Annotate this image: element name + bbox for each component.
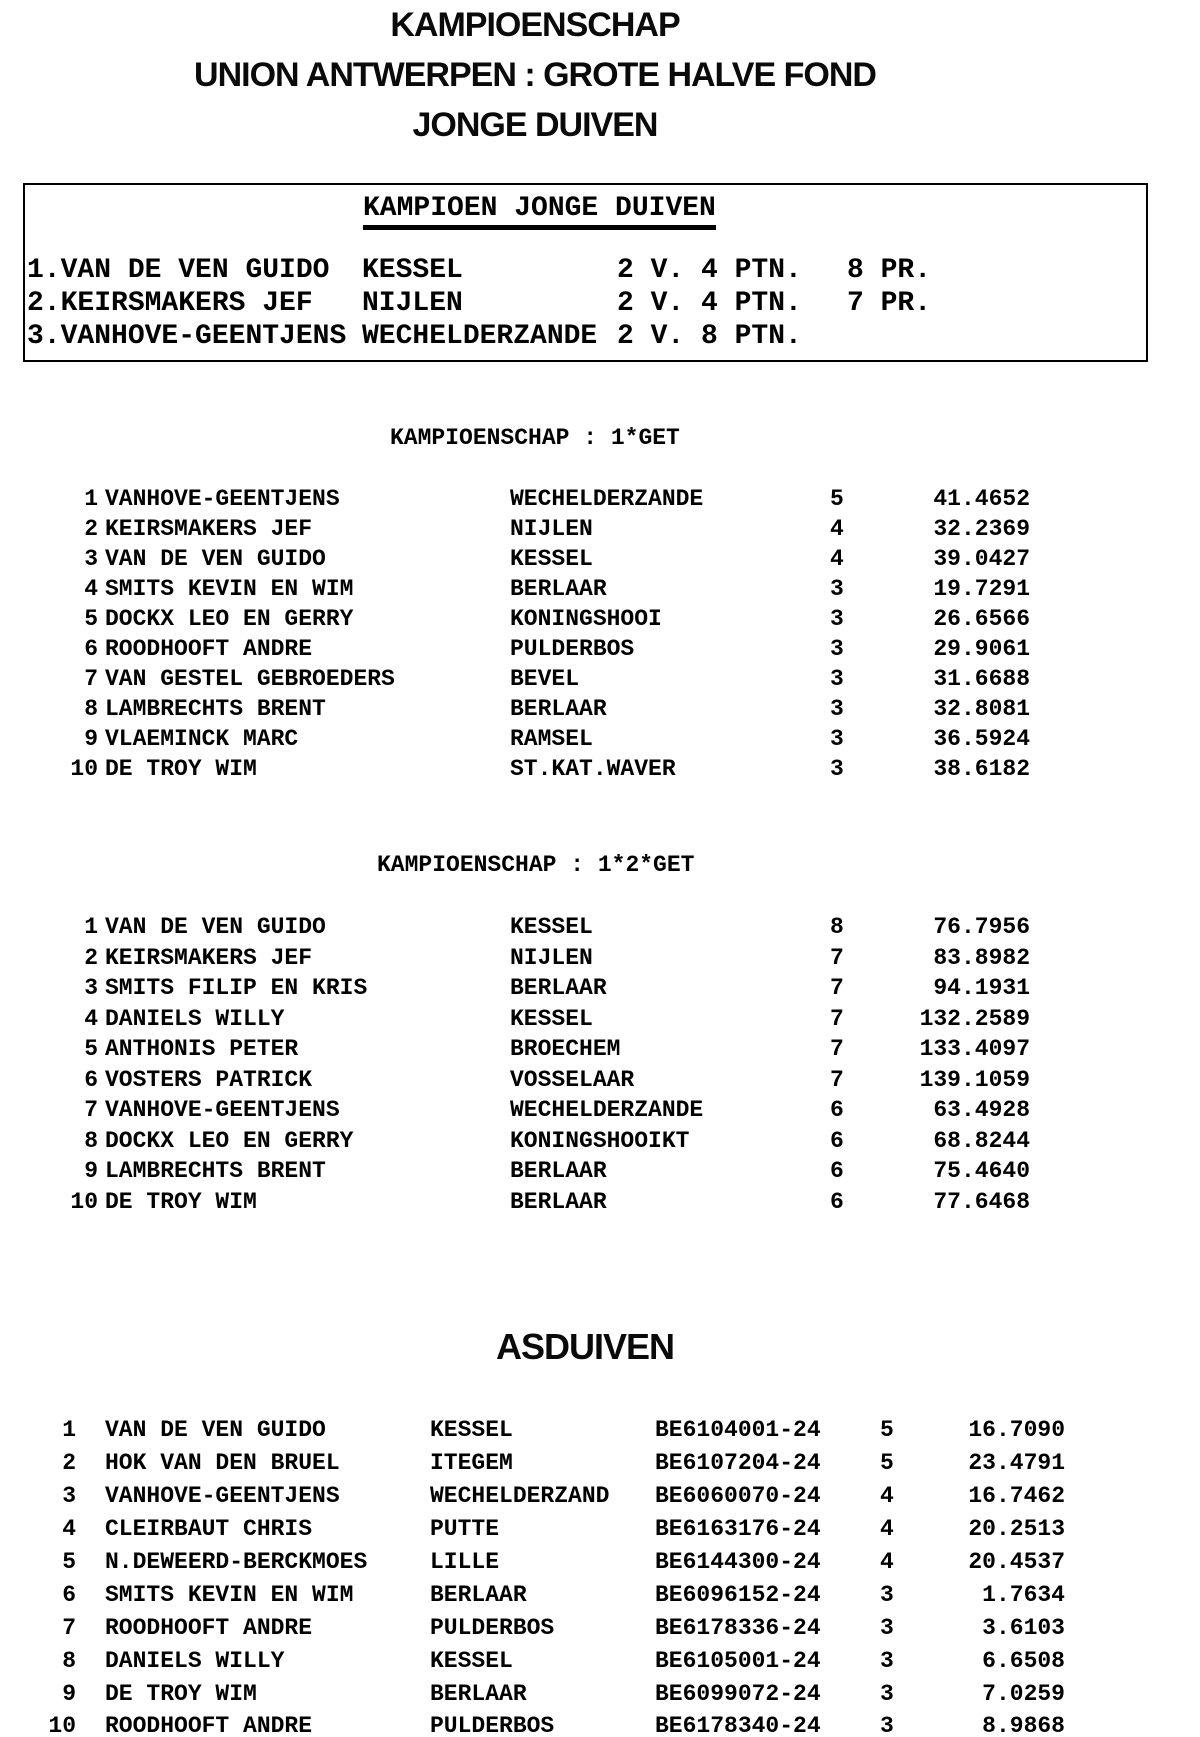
- name-cell: VAN GESTEL GEBROEDERS: [105, 666, 395, 692]
- ring-number-cell: BE6096152-24: [655, 1582, 821, 1608]
- name-cell: LAMBRECHTS BRENT: [105, 1158, 326, 1184]
- place-cell: BERLAAR: [510, 576, 607, 602]
- count-cell: 3: [880, 1615, 894, 1641]
- table-row: [40, 487, 1030, 512]
- count-cell: 5: [880, 1450, 894, 1476]
- table-row: [40, 547, 1030, 572]
- points-cell: 83.8982: [933, 945, 1030, 971]
- rank-cell: 1: [84, 914, 98, 940]
- rank-cell: 6: [62, 1582, 76, 1608]
- points-cell: 139.1059: [919, 1067, 1030, 1093]
- rank-cell: 1: [84, 486, 98, 512]
- table-row: [40, 946, 1030, 971]
- name-cell: VAN DE VEN GUIDO: [60, 255, 330, 286]
- count-cell: 5: [880, 1417, 894, 1443]
- page-title-line-2: UNION ANTWERPEN : GROTE HALVE FOND: [194, 56, 876, 94]
- ring-number-cell: BE6107204-24: [655, 1450, 821, 1476]
- count-cell: 6: [830, 1189, 844, 1215]
- table-row: [40, 1007, 1030, 1032]
- place-cell: WECHELDERZANDE: [362, 321, 598, 352]
- table-row: [40, 577, 1030, 602]
- rank-cell: 9: [84, 1158, 98, 1184]
- count-cell: 4: [880, 1483, 894, 1509]
- rank-cell: 2: [84, 945, 98, 971]
- rank-cell: 5: [84, 1036, 98, 1062]
- rank-cell: 3.: [27, 321, 61, 352]
- rank-cell: 10: [48, 1713, 76, 1737]
- points-cell: 1.7634: [982, 1582, 1065, 1608]
- points-cell: 7.0259: [982, 1681, 1065, 1707]
- table-row: [30, 1682, 1065, 1707]
- points-cell: 20.2513: [968, 1516, 1065, 1542]
- place-cell: WECHELDERZANDE: [510, 486, 704, 512]
- count-cell: 7: [830, 1006, 844, 1032]
- name-cell: SMITS KEVIN EN WIM: [105, 1582, 354, 1608]
- table-row: [30, 1583, 1065, 1608]
- points-cell: 132.2589: [919, 1006, 1030, 1032]
- count-cell: 3: [880, 1681, 894, 1707]
- place-cell: RAMSEL: [510, 726, 593, 752]
- count-cell: 4: [830, 546, 844, 572]
- table-row: [30, 1484, 1065, 1509]
- table-row: [40, 727, 1030, 752]
- rank-cell: 9: [84, 726, 98, 752]
- table-row: [40, 1068, 1030, 1093]
- rank-cell: 10: [70, 756, 98, 782]
- count-cell: 6: [830, 1128, 844, 1154]
- table-row: [40, 757, 1030, 782]
- points-cell: 133.4097: [919, 1036, 1030, 1062]
- page-title-line-1: KAMPIOENSCHAP: [390, 6, 680, 44]
- name-cell: CLEIRBAUT CHRIS: [105, 1516, 313, 1542]
- table-row: [30, 1649, 1065, 1674]
- name-cell: VANHOVE-GEENTJENS: [60, 321, 347, 352]
- rank-cell: 9: [62, 1681, 76, 1707]
- name-cell: DANIELS WILLY: [105, 1006, 285, 1032]
- score-cell: 2 V. 8 PTN.: [617, 321, 802, 352]
- rank-cell: 3: [84, 546, 98, 572]
- champion-box: [23, 183, 1148, 362]
- table-row: [30, 1616, 1065, 1641]
- table-row: [40, 1159, 1030, 1184]
- points-cell: 32.2369: [933, 516, 1030, 542]
- place-cell: PULDERBOS: [430, 1713, 555, 1737]
- table-row: [40, 607, 1030, 632]
- place-cell: BERLAAR: [510, 975, 607, 1001]
- table-row: [40, 637, 1030, 662]
- table-row: [30, 1550, 1065, 1575]
- points-cell: 31.6688: [933, 666, 1030, 692]
- table-row: [40, 1098, 1030, 1123]
- place-cell: NIJLEN: [510, 945, 593, 971]
- points-cell: 16.7090: [968, 1417, 1065, 1443]
- section-heading-1-get: KAMPIOENSCHAP : 1*GET: [390, 425, 680, 451]
- points-cell: 94.1931: [933, 975, 1030, 1001]
- rank-cell: 3: [84, 975, 98, 1001]
- name-cell: ROODHOOFT ANDRE: [105, 636, 313, 662]
- place-cell: BERLAAR: [510, 696, 607, 722]
- name-cell: LAMBRECHTS BRENT: [105, 696, 326, 722]
- name-cell: ANTHONIS PETER: [105, 1036, 299, 1062]
- place-cell: KESSEL: [510, 546, 593, 572]
- rank-and-name-cell: [27, 289, 362, 319]
- points-cell: 39.0427: [933, 546, 1030, 572]
- rank-cell: 2: [84, 516, 98, 542]
- name-cell: DANIELS WILLY: [105, 1648, 285, 1674]
- count-cell: 7: [830, 945, 844, 971]
- count-cell: 3: [830, 636, 844, 662]
- ring-number-cell: BE6178336-24: [655, 1615, 821, 1641]
- points-cell: 8.9868: [982, 1713, 1065, 1737]
- rank-cell: 4: [84, 576, 98, 602]
- place-cell: KESSEL: [362, 255, 463, 286]
- table-row: [30, 1451, 1065, 1476]
- champion-row-3: [27, 322, 847, 352]
- rank-cell: 7: [62, 1615, 76, 1641]
- ring-number-cell: BE6099072-24: [655, 1681, 821, 1707]
- place-cell: ST.KAT.WAVER: [510, 756, 676, 782]
- rank-cell: 7: [84, 1097, 98, 1123]
- place-cell: KONINGSHOOI: [510, 606, 662, 632]
- rank-cell: 1.: [27, 255, 61, 286]
- ring-number-cell: BE6104001-24: [655, 1417, 821, 1443]
- place-cell: PULDERBOS: [510, 636, 635, 662]
- table-row: [40, 697, 1030, 722]
- place-cell: LILLE: [430, 1549, 500, 1575]
- count-cell: 4: [830, 516, 844, 542]
- name-cell: KEIRSMAKERS JEF: [105, 945, 313, 971]
- name-cell: VAN DE VEN GUIDO: [105, 546, 326, 572]
- table-row: [40, 915, 1030, 940]
- points-cell: 76.7956: [933, 914, 1030, 940]
- name-cell: KEIRSMAKERS JEF: [105, 516, 313, 542]
- rank-cell: 10: [70, 1189, 98, 1215]
- place-cell: BROECHEM: [510, 1036, 621, 1062]
- place-cell: WECHELDERZAND: [430, 1483, 610, 1509]
- points-cell: 38.6182: [933, 756, 1030, 782]
- count-cell: 3: [880, 1582, 894, 1608]
- champion-row-1: [27, 256, 931, 286]
- place-cell: PULDERBOS: [430, 1615, 555, 1641]
- table-row: [30, 1418, 1065, 1443]
- points-cell: 26.6566: [933, 606, 1030, 632]
- place-cell: ITEGEM: [430, 1450, 513, 1476]
- points-cell: 32.8081: [933, 696, 1030, 722]
- name-cell: SMITS FILIP EN KRIS: [105, 975, 368, 1001]
- score-cell: 2 V. 4 PTN.: [617, 255, 802, 286]
- rank-cell: 8: [84, 696, 98, 722]
- place-cell: BERLAAR: [510, 1189, 607, 1215]
- points-cell: 23.4791: [968, 1450, 1065, 1476]
- count-cell: 3: [880, 1713, 894, 1737]
- count-cell: 8: [830, 914, 844, 940]
- count-cell: 3: [830, 696, 844, 722]
- points-cell: 36.5924: [933, 726, 1030, 752]
- place-cell: NIJLEN: [510, 516, 593, 542]
- place-cell: KESSEL: [510, 1006, 593, 1032]
- points-cell: 20.4537: [968, 1549, 1065, 1575]
- score-cell: 2 V. 4 PTN.: [617, 288, 802, 319]
- name-cell: DOCKX LEO EN GERRY: [105, 1128, 354, 1154]
- place-cell: VOSSELAAR: [510, 1067, 635, 1093]
- count-cell: 3: [830, 726, 844, 752]
- table-row: [40, 667, 1030, 692]
- name-cell: VAN DE VEN GUIDO: [105, 914, 326, 940]
- name-cell: VANHOVE-GEENTJENS: [105, 1483, 340, 1509]
- name-cell: DE TROY WIM: [105, 1189, 257, 1215]
- place-cell: BERLAAR: [430, 1582, 527, 1608]
- count-cell: 4: [880, 1516, 894, 1542]
- table-row: [30, 1714, 1065, 1737]
- name-cell: ROODHOOFT ANDRE: [105, 1615, 313, 1641]
- rank-and-name-cell: [27, 256, 362, 286]
- table-row: [40, 976, 1030, 1001]
- table-row: [30, 1517, 1065, 1542]
- rank-cell: 4: [84, 1006, 98, 1032]
- count-cell: 3: [830, 666, 844, 692]
- rank-cell: 7: [84, 666, 98, 692]
- name-cell: DE TROY WIM: [105, 756, 257, 782]
- points-cell: 41.4652: [933, 486, 1030, 512]
- count-cell: 6: [830, 1097, 844, 1123]
- name-cell: VAN DE VEN GUIDO: [105, 1417, 326, 1443]
- rank-cell: 5: [84, 606, 98, 632]
- place-cell: WECHELDERZANDE: [510, 1097, 704, 1123]
- rank-cell: 3: [62, 1483, 76, 1509]
- points-cell: 29.9061: [933, 636, 1030, 662]
- count-cell: 3: [830, 756, 844, 782]
- rank-cell: 8: [84, 1128, 98, 1154]
- count-cell: 5: [830, 486, 844, 512]
- count-cell: 7: [830, 1067, 844, 1093]
- name-cell: ROODHOOFT ANDRE: [105, 1713, 313, 1737]
- rank-cell: 6: [84, 636, 98, 662]
- place-cell: BERLAAR: [430, 1681, 527, 1707]
- name-cell: VOSTERS PATRICK: [105, 1067, 313, 1093]
- name-cell: KEIRSMAKERS JEF: [60, 288, 313, 319]
- name-cell: VLAEMINCK MARC: [105, 726, 299, 752]
- rank-cell: 2.: [27, 288, 61, 319]
- table-row: [40, 1037, 1030, 1062]
- rank-cell: 2: [62, 1450, 76, 1476]
- champion-row-2: [27, 289, 931, 319]
- champion-box-heading: KAMPIOEN JONGE DUIVEN: [363, 193, 716, 230]
- name-cell: DOCKX LEO EN GERRY: [105, 606, 354, 632]
- rank-cell: 4: [62, 1516, 76, 1542]
- points-cell: 75.4640: [933, 1158, 1030, 1184]
- ring-number-cell: BE6060070-24: [655, 1483, 821, 1509]
- name-cell: VANHOVE-GEENTJENS: [105, 486, 340, 512]
- ring-number-cell: BE6163176-24: [655, 1516, 821, 1542]
- ring-number-cell: BE6144300-24: [655, 1549, 821, 1575]
- ring-number-cell: BE6105001-24: [655, 1648, 821, 1674]
- points-cell: 63.4928: [933, 1097, 1030, 1123]
- count-cell: 7: [830, 975, 844, 1001]
- name-cell: N.DEWEERD-BERCKMOES: [105, 1549, 368, 1575]
- points-cell: 16.7462: [968, 1483, 1065, 1509]
- asduiven-title: ASDUIVEN: [495, 1326, 675, 1367]
- rank-cell: 6: [84, 1067, 98, 1093]
- table-row: [40, 517, 1030, 542]
- prizes-cell: 8 PR.: [847, 255, 932, 286]
- points-cell: 68.8244: [933, 1128, 1030, 1154]
- table-row: [40, 1129, 1030, 1154]
- name-cell: SMITS KEVIN EN WIM: [105, 576, 354, 602]
- ring-number-cell: BE6178340-24: [655, 1713, 821, 1737]
- place-cell: KESSEL: [430, 1648, 513, 1674]
- points-cell: 3.6103: [982, 1615, 1065, 1641]
- place-cell: KONINGSHOOIKT: [510, 1128, 690, 1154]
- points-cell: 6.6508: [982, 1648, 1065, 1674]
- count-cell: 6: [830, 1158, 844, 1184]
- place-cell: NIJLEN: [362, 288, 463, 319]
- count-cell: 3: [830, 576, 844, 602]
- rank-cell: 8: [62, 1648, 76, 1674]
- name-cell: DE TROY WIM: [105, 1681, 257, 1707]
- count-cell: 3: [830, 606, 844, 632]
- name-cell: VANHOVE-GEENTJENS: [105, 1097, 340, 1123]
- place-cell: PUTTE: [430, 1516, 500, 1542]
- place-cell: BERLAAR: [510, 1158, 607, 1184]
- rank-cell: 5: [62, 1549, 76, 1575]
- name-cell: HOK VAN DEN BRUEL: [105, 1450, 340, 1476]
- table-row: [40, 1190, 1030, 1215]
- rank-cell: 1: [62, 1417, 76, 1443]
- rank-and-name-cell: [27, 322, 362, 352]
- points-cell: 19.7291: [933, 576, 1030, 602]
- section-heading-1-2-get: KAMPIOENSCHAP : 1*2*GET: [377, 852, 695, 878]
- place-cell: KESSEL: [510, 914, 593, 940]
- count-cell: 3: [880, 1648, 894, 1674]
- prizes-cell: 7 PR.: [847, 288, 932, 319]
- points-cell: 77.6468: [933, 1189, 1030, 1215]
- count-cell: 4: [880, 1549, 894, 1575]
- place-cell: KESSEL: [430, 1417, 513, 1443]
- page-title-line-3: JONGE DUIVEN: [412, 106, 658, 144]
- place-cell: BEVEL: [510, 666, 580, 692]
- count-cell: 7: [830, 1036, 844, 1062]
